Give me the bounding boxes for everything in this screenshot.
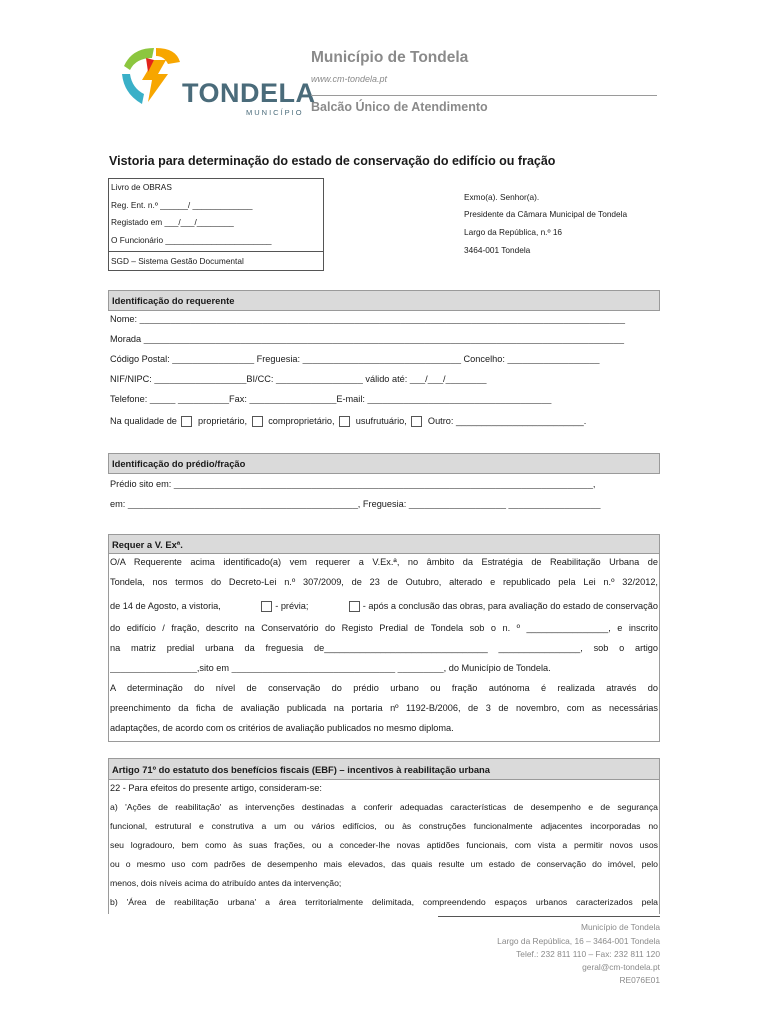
checkbox-proprietario[interactable]	[181, 416, 192, 427]
registry-box	[108, 178, 324, 271]
predio-freguesia-field[interactable]: em: _____________________________________________, Freguesia: ___________________ __________________	[110, 499, 601, 509]
addressee-line2: Largo da República, n.º 16	[464, 227, 563, 237]
artigo-a-line-4: ou o mesmo uso com padrões de desempenho mais elevados, das quais resulte um estado de conservação do imóvel, pelo	[110, 859, 658, 869]
requer-line-9: adaptações, de acordo com os critérios de avaliação publicados no mesmo diploma.	[110, 723, 454, 733]
section-heading-requerente	[108, 290, 660, 311]
vistoria-label: de 14 de Agosto, a vistoria,	[110, 601, 221, 611]
requerente-codigo-postal-field[interactable]: Código Postal: ________________ Freguesia: _______________________________ Concelho: __________________	[110, 354, 600, 364]
artigo-intro: 22 - Para efeitos do presente artigo, consideram-se:	[110, 783, 322, 793]
footer-address: Largo da República, 16 – 3464-001 Tondela	[497, 936, 660, 946]
requerente-nif-field[interactable]: NIF/NIPC: __________________BI/CC: _________________ válido até: ___/___/________	[110, 374, 487, 384]
footer-email[interactable]: geral@cm-tondela.pt	[582, 962, 660, 972]
requerente-nome-field[interactable]: Nome: _______________________________________________________________________________________________	[110, 314, 626, 324]
option-usufrutuario: usufrutuário,	[355, 416, 407, 426]
requer-line-6[interactable]: _________________,sito em ________________________________ _________, do Município de Tondela.	[110, 663, 551, 673]
artigo-a-line-5: menos, dois níveis acima do atribuído antes da intervenção;	[110, 878, 342, 888]
header-divider	[311, 95, 657, 96]
vistoria-apos-label: - após a conclusão das obras, para avaliação do estado de conservação	[362, 601, 658, 611]
footer-municipio: Município de Tondela	[581, 922, 660, 932]
section-heading-artigo-text: Artigo 71º do estatuto dos benefícios fiscais (EBF) – incentivos à reabilitação urbana	[112, 763, 490, 775]
option-comproprietario: comproprietário,	[268, 416, 335, 426]
requerente-qualidade	[110, 416, 658, 427]
header-subtitle: Balcão Único de Atendimento	[311, 100, 488, 114]
checkbox-comproprietario[interactable]	[252, 416, 263, 427]
footer-divider	[438, 916, 660, 917]
registry-reg-ent: Reg. Ent. n.º ______/ _____________	[111, 200, 253, 210]
registry-registado: Registado em ___/___/________	[111, 217, 234, 227]
document-title: Vistoria para determinação do estado de conservação do edifício ou fração	[109, 154, 556, 168]
requerente-telefone-field[interactable]: Telefone: _____ __________Fax: _________________E-mail: ____________________________________	[110, 394, 552, 404]
option-proprietario: proprietário,	[198, 416, 248, 426]
checkbox-usufrutuario[interactable]	[339, 416, 350, 427]
logo	[118, 44, 316, 120]
vistoria-previa-label: - prévia;	[275, 601, 309, 611]
addressee-line3: 3464-001 Tondela	[464, 245, 531, 255]
requer-line-2: Tondela, nos termos do Decreto-Lei n.º 307/2009, de 23 de Outubro, alterado e republicado pela Lei n.º 32/2012,	[110, 577, 658, 587]
registry-funcionario: O Funcionário _______________________	[111, 235, 272, 245]
vistoria-apos-option	[347, 601, 658, 612]
vistoria-previa-option	[259, 601, 308, 612]
option-outro[interactable]: Outro: _________________________.	[427, 416, 587, 426]
header-title: Município de Tondela	[311, 49, 469, 66]
section-heading-artigo	[108, 758, 660, 780]
requerente-morada-field[interactable]: Morada ______________________________________________________________________________________________	[110, 334, 625, 344]
header-url[interactable]: www.cm-tondela.pt	[311, 74, 388, 84]
registry-divider	[109, 251, 323, 252]
logo-wordmark: TONDELA	[182, 78, 316, 108]
registry-livro: Livro de OBRAS	[111, 182, 172, 192]
artigo-a-line-2: funcional, estrutural e construtiva a um ou vários edifícios, ou às construções funcionalmente adjacentes incorporadas no	[110, 821, 658, 831]
addressee-line1: Presidente da Câmara Municipal de Tondela	[464, 209, 628, 219]
section-heading-requer-text: Requer a V. Exª.	[112, 538, 183, 550]
artigo-b-line-1: b) 'Área de reabilitação urbana' a área territorialmente delimitada, compreendendo espaços urbanos caracterizados pela	[110, 897, 658, 907]
checkbox-outro[interactable]	[411, 416, 422, 427]
section-heading-predio	[108, 453, 660, 474]
checkbox-previa[interactable]	[261, 601, 272, 612]
requer-line-7: A determinação do nível de conservação do prédio urbano ou fração autónoma é realizada através do	[110, 683, 658, 693]
predio-sito-field[interactable]: Prédio sito em: __________________________________________________________________________________,	[110, 479, 596, 489]
tondela-emblem-icon	[118, 44, 188, 106]
requer-line-3	[110, 601, 658, 612]
qualidade-label: Na qualidade de	[110, 416, 177, 426]
requer-line-5[interactable]: na matriz predial urbana da freguesia de________________________________ ________________, sob o artigo	[110, 643, 658, 653]
requer-line-4[interactable]: do edifício / fração, descrito na Conservatório do Registo Predial de Tondela sob o n. º ________________, e inscrito	[110, 623, 658, 633]
section-heading-requerente-text: Identificação do requerente	[112, 295, 235, 306]
registry-sgd: SGD – Sistema Gestão Documental	[111, 256, 244, 266]
section-heading-predio-text: Identificação do prédio/fração	[112, 458, 246, 469]
requer-line-1: O/A Requerente acima identificado(a) vem requerer a V.Ex.ª, no âmbito da Estratégia de Reabilitação Urbana de	[110, 557, 658, 567]
section-heading-requer	[108, 534, 660, 554]
requer-line-8: preenchimento da ficha de avaliação publicada na portaria nº 1192-B/2006, de 3 de novembro, com as necessárias	[110, 703, 658, 713]
addressee-greeting: Exmo(a). Senhor(a).	[464, 192, 540, 202]
footer-phone: Telef.: 232 811 110 – Fax: 232 811 120	[516, 949, 660, 959]
artigo-a-line-3: seu logradouro, bem como às suas frações, ou a conceder-lhe novas aptidões funcionais, com vista a permitir novos usos	[110, 840, 658, 850]
logo-subtitle: MUNICÍPIO	[246, 108, 304, 117]
footer-form-code: RE076E01	[619, 975, 660, 985]
artigo-a-line-1: a) 'Ações de reabilitação' as intervenções destinadas a conferir adequadas características de desempenho e de segurança	[110, 802, 658, 812]
checkbox-apos-obras[interactable]	[349, 601, 360, 612]
